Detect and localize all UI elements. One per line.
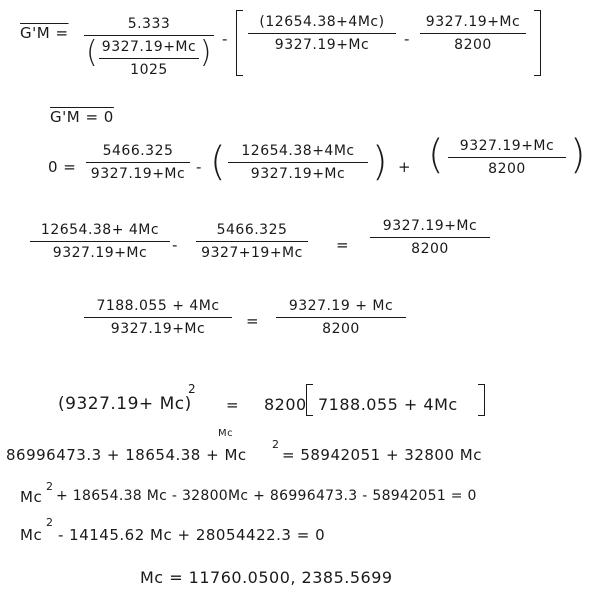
denominator: 9327+19+Mc: [201, 245, 303, 261]
line7-rhs: = 58942051 + 32800 Mc: [282, 446, 482, 464]
right-paren: ): [372, 139, 388, 185]
line9-rest: - 14145.62 Mc + 28054422.3 = 0: [58, 526, 326, 544]
numerator: 5466.325: [102, 143, 174, 159]
bracket2-denominator: 8200: [454, 37, 492, 53]
line7-lhs: 86996473.3 + 18654.38 + Mc: [6, 446, 247, 464]
line3-minus: -: [196, 158, 202, 176]
line4-fraction-1: [30, 222, 170, 261]
line1-bracket-fraction-1: [248, 14, 396, 53]
line4-fraction-3: [370, 218, 490, 257]
line1-minus: -: [222, 30, 228, 48]
line8-rest: + 18654.38 Mc - 32800Mc + 86996473.3 - 58942051 = 0: [56, 488, 477, 504]
right-paren: ): [199, 35, 212, 70]
line3-fraction-3: [448, 138, 566, 177]
line6-lhs: (9327.19+ Mc): [58, 394, 192, 414]
bracket-denominator: 9327.19+Mc: [274, 37, 370, 53]
line1-lhs: G'M =: [20, 24, 69, 42]
left-paren: (: [86, 35, 99, 70]
line4-fraction-2: [196, 222, 308, 261]
bracket2-numerator: 9327.19+Mc: [425, 14, 521, 30]
numerator: 9327.19 + Mc: [288, 298, 394, 314]
left-paren: (: [428, 132, 444, 178]
line3-plus: +: [398, 158, 412, 176]
inner-numerator: 9327.19+Mc: [101, 39, 197, 55]
numerator: 9327.19+Mc: [382, 218, 478, 234]
line8-mc: Mc: [20, 488, 43, 506]
line4-minus: -: [172, 236, 178, 254]
left-paren: (: [210, 139, 226, 185]
bracket-numerator: (12654.38+4Mc): [259, 14, 385, 30]
line7-annotation-above: Mc: [218, 428, 234, 439]
left-bracket: [306, 384, 313, 416]
denominator: 9327.19+Mc: [110, 321, 206, 337]
numerator: 9327.19+Mc: [459, 138, 555, 154]
line1-main-fraction: [84, 16, 214, 78]
line4-equals: =: [336, 236, 350, 254]
right-paren: ): [570, 132, 586, 178]
right-bracket: [534, 10, 541, 76]
line5-equals: =: [246, 312, 260, 330]
numerator: 12654.38+ 4Mc: [40, 222, 160, 238]
left-bracket: [236, 10, 243, 76]
denominator: 9327.19+Mc: [90, 166, 186, 182]
line1-minus-2: -: [404, 30, 410, 48]
line5-fraction-1: [84, 298, 232, 337]
line1-bracket-fraction-2: [420, 14, 526, 53]
line7-exponent: 2: [272, 438, 280, 451]
denominator: 9327.19+Mc: [250, 166, 346, 182]
right-bracket: [478, 384, 485, 416]
denominator: 9327.19+Mc: [52, 245, 148, 261]
line9-exponent: 2: [46, 516, 54, 529]
denominator: 8200: [488, 161, 526, 177]
line9-mc: Mc: [20, 526, 43, 544]
line1-numerator: 5.333: [127, 16, 171, 32]
line5-fraction-2: [276, 298, 406, 337]
line6-exponent: 2: [188, 382, 197, 396]
denominator: 8200: [411, 241, 449, 257]
inner-denominator: 1025: [130, 62, 168, 78]
line6-equals: =: [226, 396, 240, 414]
line3-fraction-2: [228, 143, 368, 182]
numerator: 12654.38+4Mc: [241, 143, 355, 159]
numerator: 7188.055 + 4Mc: [96, 298, 220, 314]
numerator: 5466.325: [216, 222, 288, 238]
line3-fraction-1: [86, 143, 190, 182]
line6-coefficient: 8200: [264, 395, 307, 414]
line1-inner-fraction: [99, 39, 199, 78]
line2-text: G'M = 0: [50, 108, 114, 126]
denominator: 8200: [322, 321, 360, 337]
line10-solution: Mc = 11760.0500, 2385.5699: [140, 568, 393, 587]
line3-lhs: 0 =: [48, 158, 77, 176]
line8-exponent: 2: [46, 480, 54, 493]
line6-inner: 7188.055 + 4Mc: [318, 395, 458, 414]
